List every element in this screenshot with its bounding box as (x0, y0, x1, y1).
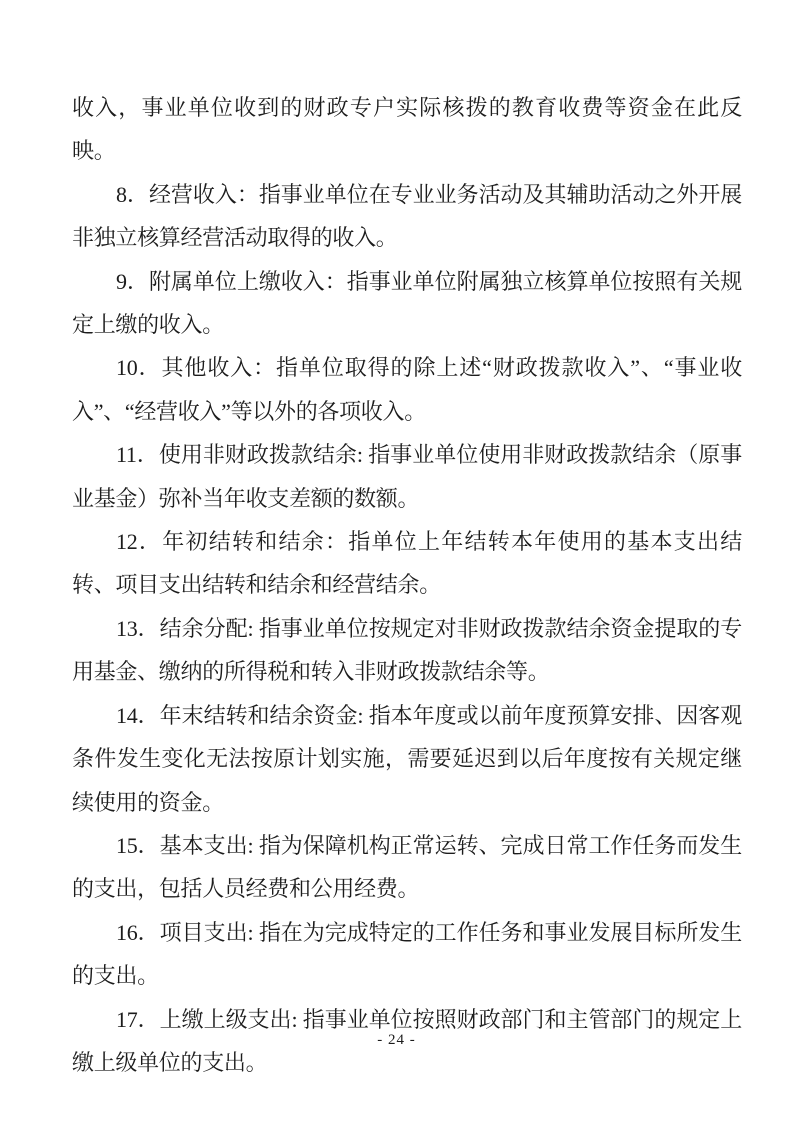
paragraph-item-10: 10．其他收入：指单位取得的除上述“财政拨款收入”、“事业收入”、“经营收入”等以外的各项收入。 (72, 355, 742, 424)
document-body (72, 86, 742, 1084)
paragraph-item-13: 13．结余分配: 指事业单位按规定对非财政拨款结余资金提取的专用基金、缴纳的所得税和转入非财政拨款结余等。 (72, 615, 742, 685)
paragraph-continuation: 收入，事业单位收到的财政专户实际核拨的教育收费等资金在此反映。 (72, 95, 742, 164)
paragraph-item-12: 12．年初结转和结余：指单位上年结转本年使用的基本支出结转、项目支出结转和结余和经营结余。 (72, 529, 742, 598)
paragraph-item-8: 8．经营收入：指事业单位在专业业务活动及其辅助活动之外开展非独立核算经营活动取得的收入。 (72, 181, 742, 251)
paragraph-item-16: 16．项目支出: 指在为完成特定的工作任务和事业发展目标所发生的支出。 (72, 919, 742, 989)
paragraph-item-9: 9．附属单位上缴收入：指事业单位附属独立核算单位按照有关规定上缴的收入。 (72, 268, 742, 338)
page-footer (0, 1032, 793, 1049)
paragraph-item-14: 14．年末结转和结余资金: 指本年度或以前年度预算安排、因客观条件发生变化无法按原计划实施，需要延迟到以后年度按有关规定继续使用的资金。 (72, 702, 742, 815)
page-number: - 24 - (377, 1032, 416, 1048)
paragraph-item-17: 17．上缴上级支出: 指事业单位按照财政部门和主管部门的规定上缴上级单位的支出。 (72, 1006, 742, 1075)
paragraph-item-15: 15．基本支出: 指为保障机构正常运转、完成日常工作任务而发生的支出，包括人员经费和公用经费。 (72, 832, 742, 902)
paragraph-item-11: 11．使用非财政拨款结余: 指事业单位使用非财政拨款结余（原事业基金）弥补当年收支差额的数额。 (72, 442, 742, 511)
